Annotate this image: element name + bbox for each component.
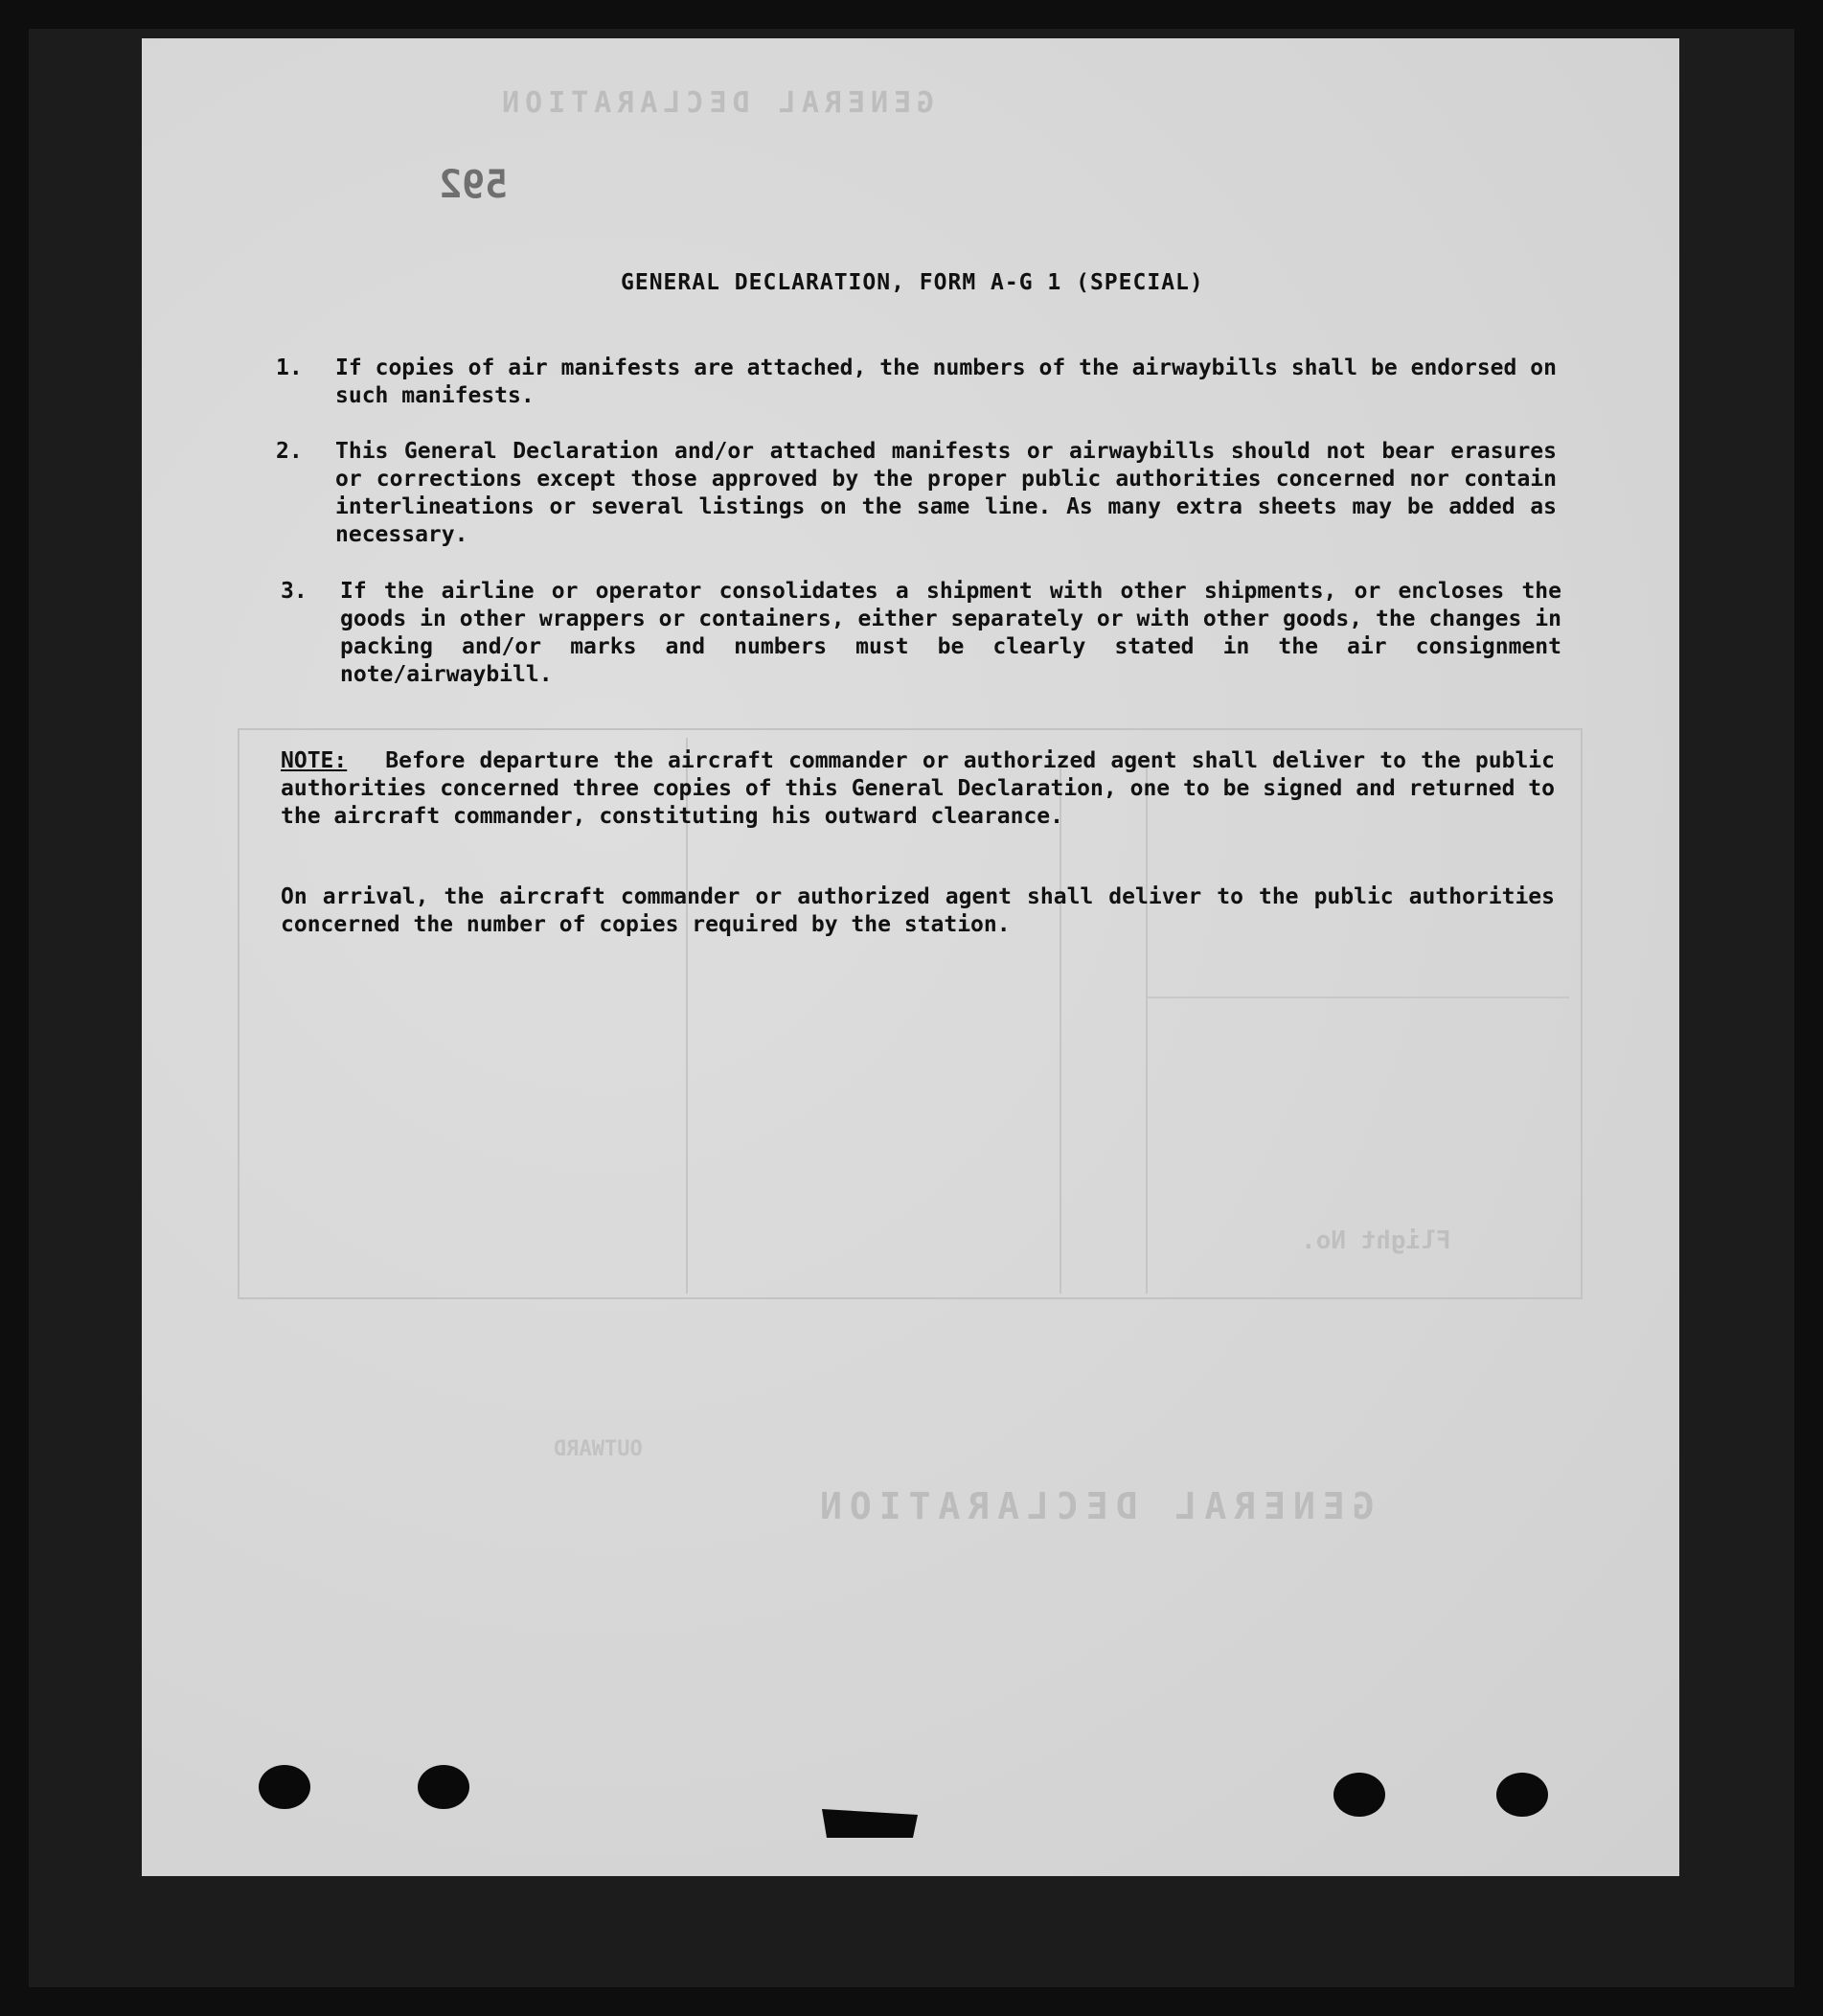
item-text: If copies of air manifests are attached, the numbers of the airwaybills shall be endorsed on such manifests. xyxy=(335,355,1557,408)
punch-hole xyxy=(259,1765,310,1809)
item-number: 3. xyxy=(281,579,308,604)
page-number: 592 xyxy=(439,163,509,207)
bleed-through-rule xyxy=(1146,767,1148,1294)
note-paragraph xyxy=(281,747,1555,831)
note-text: Before departure the aircraft commander or authorized agent shall deliver to the public authorities concerned three copies of this General Declaration, one to be signed and returned to the aircraft commander, constituting his outward clearance. xyxy=(281,748,1555,829)
arrival-paragraph: On arrival, the aircraft commander or authorized agent shall deliver to the public authorities concerned the number of copies required by the station. xyxy=(281,884,1555,937)
bleed-through-rule xyxy=(1148,997,1569,998)
item-text: This General Declaration and/or attached manifests or airwaybills should not bear erasures or corrections except those approved by the proper public authorities concerned nor contain interlineations or several listings on the same line. As many extra sheets may be added as necessary. xyxy=(335,439,1557,547)
document-page xyxy=(142,38,1679,1876)
bleed-through-field: Flight No. xyxy=(1301,1226,1451,1255)
bleed-through-header: GENERAL DECLARATION xyxy=(496,86,935,120)
punch-hole xyxy=(1496,1773,1548,1817)
item-number: 2. xyxy=(276,439,303,464)
bleed-through-title: GENERAL DECLARATION xyxy=(812,1485,1375,1527)
punch-hole xyxy=(418,1765,469,1809)
punch-hole xyxy=(1333,1773,1385,1817)
item-text: If the airline or operator consolidates a shipment with other shipments, or encloses the goods in other wrappers or containers, either separately or with other goods, the changes in packing and/or marks and numbers must be clearly stated in the air consignment note/airwaybill. xyxy=(340,579,1561,687)
item-number: 1. xyxy=(276,355,303,380)
bleed-through-subtitle: OUTWARD xyxy=(554,1437,643,1461)
bleed-through-rule xyxy=(1060,767,1061,1294)
document-title: GENERAL DECLARATION, FORM A-G 1 (SPECIAL) xyxy=(621,270,1204,295)
note-label: NOTE: xyxy=(281,748,348,773)
